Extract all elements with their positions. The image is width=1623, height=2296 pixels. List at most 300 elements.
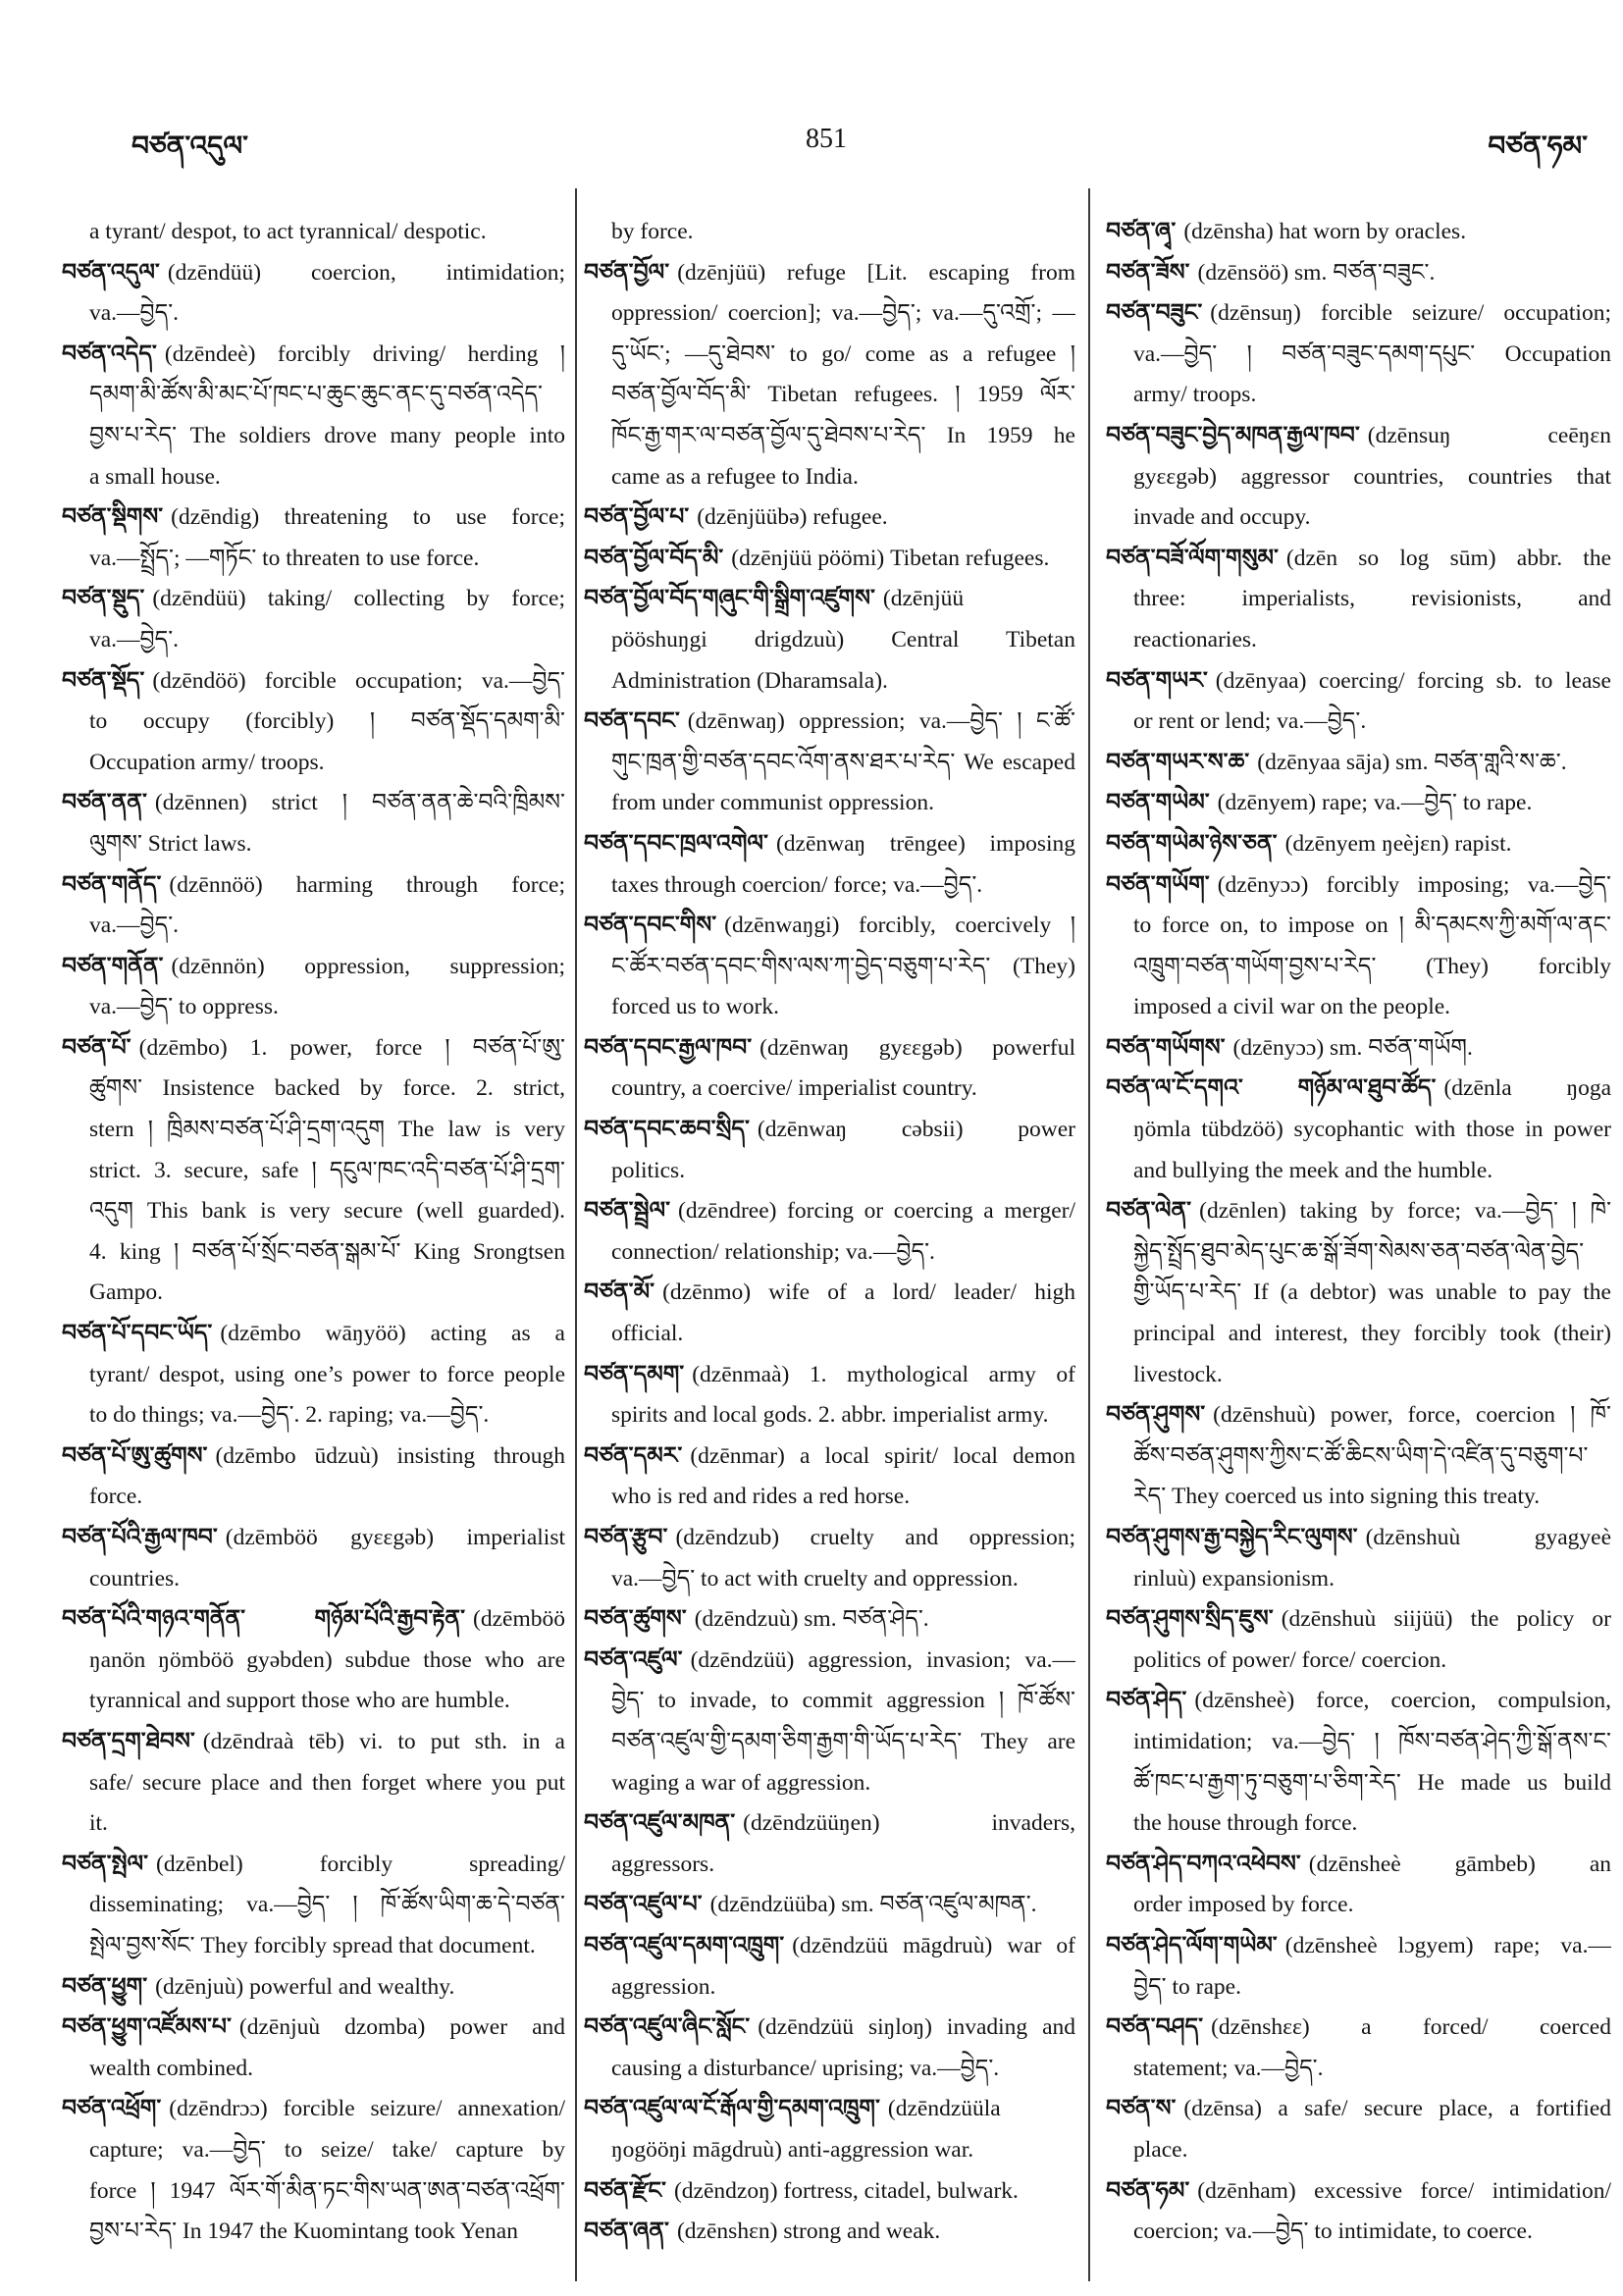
entry-text: principal and interest, they forcibly took (their) — [1133, 1321, 1611, 1347]
entry-text: (dzēnham) excessive force/ intimidation/ — [1197, 2177, 1611, 2204]
entry-line-content — [584, 1035, 1075, 1061]
entry-line — [611, 620, 1075, 661]
headword: བཙན་འཛུལ་ — [584, 1646, 683, 1673]
entry-line — [584, 253, 1075, 294]
entry-line — [611, 2130, 1075, 2171]
entry-line — [1106, 1069, 1611, 1110]
entry-line — [611, 947, 1075, 988]
entry-line — [1106, 1395, 1611, 1436]
headword: བཙན་འཕྲོག་ — [62, 2096, 162, 2122]
entry-line-content — [1133, 2137, 1187, 2163]
entry-line-content — [1106, 872, 1611, 898]
entry-line-content — [1133, 2056, 1324, 2081]
entry-line — [611, 335, 1075, 376]
dictionary-entry — [62, 335, 565, 497]
entry-line — [611, 416, 1075, 457]
headword: བཙན་དམར་ — [584, 1442, 683, 1469]
headword: བཙན་ས་ — [1106, 2096, 1177, 2122]
entry-line — [584, 539, 1075, 580]
entry-line — [1133, 1232, 1611, 1274]
entry-line — [89, 1191, 565, 1232]
entry-line-content — [89, 1362, 565, 1387]
entry-line — [62, 1518, 565, 1559]
entry-text: རེད་ They coerced us into signing this treaty. — [1133, 1484, 1541, 1510]
entry-line — [1106, 253, 1611, 294]
running-head-left: བཙན་འདུལ་ — [131, 131, 248, 162]
entry-line-content — [584, 260, 1075, 286]
headword: བཙན་གཡར་ས་ཆ་ — [1106, 749, 1250, 775]
entry-line — [1133, 457, 1611, 498]
entry-line — [89, 1069, 565, 1110]
entry-line — [89, 1885, 565, 1926]
dictionary-entry — [584, 1803, 1075, 1885]
headword: བཙན་སྤེལ་ — [62, 1851, 149, 1877]
entry-line-content — [1133, 1239, 1584, 1265]
headword: བཙན་དབང་ཆབ་སྲིད་ — [584, 1117, 750, 1143]
entry-line-content — [89, 382, 543, 407]
entry-line — [1106, 2089, 1611, 2130]
entry-text: (dzēndüü) taking/ collecting by force; — [152, 586, 565, 612]
entry-text: rinluù) expansionism. — [1133, 1565, 1335, 1592]
entry-text: (dzēnnöö) harming through force; — [169, 871, 565, 898]
headword: བཙན་དབང་ཁྲལ་འགེལ་ — [584, 830, 768, 857]
entry-text: (dzēnyem) rape; va.—བྱེད་ to rape. — [1217, 790, 1533, 816]
entry-text: (dzēn so log sūm) abbr. the — [1285, 545, 1611, 571]
entry-line-content — [1106, 423, 1611, 448]
dictionary-entry — [1106, 539, 1611, 661]
headword: བཙན་པོའི་གཉའ་གནོན་ གཉོམ་པོའི་རྒྱབ་རྟེན་ — [62, 1606, 466, 1633]
entry-line-content — [1106, 831, 1512, 857]
entry-line — [1133, 620, 1611, 661]
headword: བཙན་ཤེད་བཀའ་འཕེབས་ — [1106, 1851, 1301, 1877]
entry-line-content — [89, 1892, 565, 1917]
entry-text: waging a war of aggression. — [611, 1769, 871, 1796]
entry-line — [1106, 1681, 1611, 1722]
entry-text: (dzēnjuù dzomba) power and — [238, 2014, 565, 2041]
entry-line-content — [89, 1810, 108, 1836]
entry-line-content — [89, 1198, 565, 1224]
entry-text: tyrant/ despot, using one’s power to force people — [89, 1361, 565, 1387]
entry-line — [1133, 947, 1611, 988]
entry-line-content — [584, 1810, 1075, 1836]
headword: བཙན་སྦྲེལ་ — [584, 1198, 671, 1225]
entry-text: བྱེད་ to invade, to commit aggression ། ཁོ་ཚོས་ — [611, 1688, 1075, 1714]
headword: བཙན་ནན་ — [62, 790, 147, 816]
entry-text: བྱེད་ to rape. — [1133, 1973, 1241, 2000]
dictionary-entry — [1106, 1599, 1611, 1681]
entry-line-content — [89, 2178, 565, 2204]
entry-text: བྱས་པ་རེད་ The soldiers drove many people into — [89, 422, 565, 448]
entry-text: forced us to work. — [611, 994, 779, 1020]
dictionary-entry — [62, 497, 565, 579]
entry-line-content — [1133, 1892, 1353, 1917]
entry-line-content — [1106, 668, 1611, 694]
headword: བཙན་གཡར་ — [1106, 667, 1208, 694]
entry-text: from under communist oppression. — [611, 790, 934, 816]
headword: བཙན་གཡེམ་ཉེས་ཅན་ — [1106, 830, 1278, 857]
entry-line-content — [584, 913, 1075, 938]
entry-line — [89, 293, 565, 335]
entry-line-content — [1133, 1770, 1611, 1796]
entry-line — [1106, 783, 1611, 824]
entry-line — [89, 1395, 565, 1436]
entry-text: force. — [89, 1484, 143, 1510]
headword: བཙན་བྱོལ་བོད་མི་ — [584, 545, 724, 571]
entry-line-content — [584, 2218, 940, 2244]
entry-line — [62, 1028, 565, 1070]
entry-line-content — [584, 1443, 1075, 1469]
entry-line — [584, 906, 1075, 947]
dictionary-entry — [1106, 661, 1611, 743]
entry-line — [89, 375, 565, 416]
entry-text: spirits and local gods. 2. abbr. imperialist army. — [611, 1402, 1049, 1429]
entry-line — [1106, 2171, 1611, 2213]
entry-line-content — [1133, 464, 1611, 490]
headword: བཙན་པོ་ཨུ་ཚུགས་ — [62, 1442, 208, 1469]
entry-line — [89, 1110, 565, 1151]
entry-text: (dzēmbo ūdzuù) insisting through — [215, 1442, 565, 1469]
dictionary-entry — [584, 702, 1075, 824]
entry-line — [1133, 1355, 1611, 1396]
entry-text: causing a disturbance/ uprising; va.—བྱེད་. — [611, 2055, 1000, 2081]
entry-text: བྱས་པ་རེད་ In 1947 the Kuomintang took Yenan — [89, 2218, 518, 2245]
headword: བཙན་འཛུལ་ལ་ངོ་རྒོལ་གྱི་དམག་འཁྲུག་ — [584, 2096, 880, 2122]
entry-text: country, a coercive/ imperialist country. — [611, 1075, 977, 1102]
entry-line — [62, 1722, 565, 1763]
entry-text: (dzēndzuù) sm. བཙན་ཤེད་. — [694, 1606, 929, 1633]
entry-line-content — [1106, 300, 1611, 326]
entry-line — [1106, 293, 1611, 335]
entry-line — [89, 1803, 565, 1845]
entry-line — [584, 1355, 1075, 1396]
entry-text: (dzēmböö gyɛɛgəb) imperialist — [225, 1525, 565, 1550]
entry-text: (dzēnsuŋ) forcible seizure/ occupation; — [1210, 300, 1611, 327]
entry-line-content — [611, 1770, 870, 1796]
entry-line-content — [1133, 504, 1311, 530]
headword: བཙན་རྫོང་ — [584, 2177, 666, 2204]
entry-line — [1133, 1273, 1611, 1314]
entry-line — [1133, 1722, 1611, 1763]
entry-text: (dzēnwaŋ gyɛɛgəb) powerful — [759, 1034, 1075, 1061]
entry-line — [1106, 1028, 1611, 1070]
entry-line-content — [611, 1729, 1075, 1754]
entry-text: (dzēnwaŋ) oppression; va.—བྱེད་ ། ང་ཚོ་ — [687, 708, 1075, 735]
entry-line — [1133, 987, 1611, 1028]
entry-line-content — [89, 1770, 565, 1796]
entry-text: (dzēndrɔɔ) forcible seizure/ annexation/ — [169, 2096, 565, 2122]
entry-line — [584, 1028, 1075, 1070]
headword: བཙན་དབང་རྒྱལ་ཁབ་ — [584, 1034, 753, 1061]
entry-text: (dzēnmo) wife of a lord/ leader/ high — [662, 1279, 1075, 1306]
entry-line — [62, 579, 565, 620]
entry-text: (dzēnshuù siijüü) the policy or — [1281, 1606, 1611, 1633]
entry-line-content — [584, 504, 888, 530]
entry-text: (dzēnsheè lɔgyem) rape; va.— — [1284, 1932, 1611, 1958]
dictionary-entry — [62, 2008, 565, 2089]
dictionary-entry — [1106, 1028, 1611, 1070]
entry-line-content — [62, 586, 565, 611]
dictionary-entry — [1106, 416, 1611, 539]
entry-line-content — [1106, 1852, 1611, 1877]
entry-line — [1133, 2049, 1611, 2090]
entry-line-content — [1133, 1279, 1611, 1305]
entry-text: countries. — [89, 1565, 181, 1592]
dictionary-entry — [584, 579, 1075, 702]
entry-line — [1106, 1926, 1611, 1967]
entry-line — [1106, 416, 1611, 457]
entry-text: official. — [611, 1321, 684, 1347]
headword: བཙན་འཛུལ་དམག་འཁྲུག་ — [584, 1932, 785, 1958]
dictionary-entry — [62, 1436, 565, 1518]
entry-text: ŋanön ŋömböö gyəbden) subdue those who are — [89, 1646, 565, 1673]
entry-line-content — [89, 546, 479, 571]
entry-line-content — [89, 423, 565, 448]
headword: བཙན་པོ་ — [62, 1034, 131, 1061]
entry-text: to do things; va.—བྱེད་. 2. raping; va.—བྱེད་. — [89, 1402, 490, 1429]
entry-line-content — [89, 1688, 510, 1713]
entry-line — [611, 783, 1075, 824]
entry-line — [1133, 1559, 1611, 1600]
entry-line-content — [611, 668, 888, 694]
entry-text: (dzēnyɔɔ) sm. བཙན་གཡོག. — [1232, 1034, 1473, 1061]
entry-line-content — [62, 790, 565, 815]
entry-line — [1133, 1436, 1611, 1478]
entry-line — [1133, 1967, 1611, 2009]
entry-line-content — [1133, 586, 1611, 611]
entry-line — [1133, 579, 1611, 620]
dictionary-entry — [584, 1273, 1075, 1354]
entry-line — [1133, 2130, 1611, 2171]
entry-line-content — [89, 219, 487, 244]
entry-line-content — [611, 1239, 935, 1265]
entry-text: (dzēnnön) oppression, suppression; — [171, 953, 565, 979]
headword: བཙན་པོའི་རྒྱལ་ཁབ་ — [62, 1525, 218, 1550]
entry-line — [611, 212, 1075, 253]
entry-line-content — [89, 464, 221, 490]
entry-line-content — [1133, 1647, 1446, 1673]
entry-line — [584, 579, 1075, 620]
entry-line-content — [89, 1279, 163, 1305]
entry-line-content — [89, 1484, 142, 1509]
dictionary-entry — [1106, 1069, 1611, 1191]
entry-text: army/ troops. — [1133, 382, 1257, 408]
entry-line-content — [611, 1974, 715, 2000]
entry-line-content — [611, 382, 1075, 407]
dictionary-entry — [584, 539, 1075, 580]
entry-line-content — [584, 708, 1075, 734]
entry-line-content — [1106, 750, 1567, 775]
entry-text: (dzēnsuŋ ceēŋɛn — [1367, 422, 1611, 448]
entry-text: (dzēndig) threatening to use force; — [171, 504, 565, 531]
dictionary-entry — [62, 865, 565, 947]
entry-line-content — [1133, 1484, 1540, 1509]
entry-text: (dzēnsha) hat worn by oracles. — [1183, 219, 1467, 244]
entry-line — [62, 1845, 565, 1886]
entry-line-content — [62, 504, 565, 530]
entry-text: (dzēnjuù) powerful and wealthy. — [155, 1973, 455, 2000]
entry-line-content — [1106, 1075, 1611, 1101]
entry-line-content — [611, 2137, 973, 2163]
entry-line-content — [1106, 1525, 1611, 1550]
entry-line-content — [62, 668, 565, 694]
entry-text: a small house. — [89, 463, 221, 490]
entry-text: (dzēndzüüŋen) invaders, — [743, 1810, 1075, 1837]
entry-line — [611, 293, 1075, 335]
dictionary-entry — [584, 497, 1075, 539]
dictionary-entry — [1106, 1518, 1611, 1599]
headword: བཙན་དབང་ — [584, 708, 680, 735]
entry-line-content — [584, 2096, 1001, 2121]
entry-line — [1106, 2008, 1611, 2049]
entry-text: དུ་ཡོང་; —དུ་ཐེབས་ to go/ come as a refugee ། — [611, 340, 1075, 367]
entry-text: (dzēmbo) 1. power, force ། བཙན་པོ་ཨུ་ — [138, 1034, 565, 1061]
entry-text: (dzēnbel) forcibly spreading/ — [156, 1851, 565, 1877]
dictionary-entry — [584, 2171, 1075, 2213]
headword: བཙན་ཧམ་ — [1106, 2177, 1190, 2204]
entry-line — [1106, 539, 1611, 580]
entry-line — [1133, 497, 1611, 539]
dictionary-entry — [584, 1926, 1075, 2008]
entry-text: ŋömla tübdzöö) sycophantic with those in power — [1133, 1117, 1611, 1143]
entry-text: (dzēnyaa sāja) sm. བཙན་གླའི་ས་ཆ་. — [1257, 749, 1567, 775]
entry-line — [611, 987, 1075, 1028]
entry-line-content — [584, 1525, 1075, 1550]
entry-line-content — [584, 1606, 929, 1632]
dictionary-entry — [1106, 212, 1611, 253]
entry-line — [62, 783, 565, 824]
entry-line-content — [1106, 219, 1466, 244]
entry-text: (dzēndeè) forcibly driving/ herding ། — [164, 340, 565, 367]
entry-line-content — [89, 627, 179, 652]
entry-text: ལུགས་ Strict laws. — [89, 830, 252, 857]
entry-line-content — [1106, 790, 1532, 815]
entry-line — [1133, 335, 1611, 376]
entry-line-content — [584, 2178, 1019, 2204]
headword: བཙན་འདེད་ — [62, 340, 157, 367]
entry-text: (dzēnshɛɛ) a forced/ coerced — [1211, 2014, 1611, 2041]
entry-line-content — [1106, 1606, 1611, 1632]
entry-line-content — [584, 1647, 1075, 1673]
entry-line-content — [62, 1606, 565, 1632]
entry-line — [611, 1395, 1075, 1436]
entry-text: and bullying the meek and the humble. — [1133, 1157, 1493, 1183]
entry-line — [584, 2089, 1075, 2130]
dictionary-entry — [62, 1028, 565, 1314]
entry-text: tyrannical and support those who are humble. — [89, 1688, 510, 1714]
headword: བཙན་མོ་ — [584, 1279, 655, 1306]
entry-text: (dzēndüü) coercion, intimidation; — [167, 259, 565, 286]
entry-text: ང་ཚོར་བཙན་དབང་གིས་ལས་ཀ་བྱེད་བཅུག་པ་རེད་ (They) — [611, 953, 1075, 979]
entry-line-content — [611, 1075, 977, 1101]
dictionary-entry — [62, 2089, 565, 2252]
entry-text: politics of power/ force/ coercion. — [1133, 1646, 1447, 1673]
entry-text: who is red and rides a red horse. — [611, 1484, 911, 1510]
entry-line — [62, 947, 565, 988]
entry-line-content — [89, 994, 279, 1019]
dictionary-entry — [584, 1641, 1075, 1803]
entry-line-content — [611, 300, 1075, 326]
headword: བཙན་སྡུད་ — [62, 586, 145, 612]
entry-line-content — [62, 1443, 565, 1469]
dictionary-entry — [62, 1722, 565, 1845]
headword: བཙན་བཟུང་བྱེད་མཁན་རྒྱལ་ཁབ་ — [1106, 422, 1360, 448]
entry-line-content — [62, 1035, 565, 1061]
entry-text: (dzēndzüü) aggression, invasion; va.— — [690, 1646, 1075, 1673]
entry-text: གྱི་ཡོད་པ་རེད་ If (a debtor) was unable to pay the — [1133, 1279, 1611, 1306]
entry-text: (dzēnsa) a safe/ secure place, a fortified — [1183, 2096, 1611, 2122]
entry-line — [89, 743, 565, 784]
entry-text: livestock. — [1133, 1361, 1223, 1387]
entry-text: va.—བྱེད་ to act with cruelty and oppression. — [611, 1565, 1019, 1592]
entry-text: སྐྱེད་སྤྲོད་ཐུབ་མེད་པུང་ཆ་སྒོ་ཟོག་སེམས་ཅན་བཙན་ལེན་བྱེད་ — [1133, 1238, 1585, 1265]
headword: བཙན་གཡོགས་ — [1106, 1034, 1226, 1061]
entry-line — [89, 2171, 565, 2213]
entry-text: three: imperialists, revisionists, and — [1133, 586, 1611, 612]
headword: བཙན་ཞྭ་ — [1106, 219, 1177, 244]
entry-text: (dzēnnen) strict ། བཙན་ནན་ཆེ་བའི་ཁྲིམས་ — [154, 790, 565, 816]
entry-line-content — [611, 219, 694, 244]
entry-line-content — [611, 1566, 1019, 1592]
entry-text: va.—བྱེད་ to oppress. — [89, 994, 279, 1020]
entry-text: safe/ secure place and then forget where you put — [89, 1769, 565, 1796]
entry-line-content — [1133, 1810, 1357, 1836]
entry-line — [1133, 1314, 1611, 1355]
entry-line — [611, 2049, 1075, 2090]
entry-text: (dzēndzoŋ) fortress, citadel, bulwark. — [673, 2177, 1019, 2204]
entry-line — [89, 824, 565, 865]
entry-line — [89, 1477, 565, 1518]
entry-text: (dzēnsöö) sm. བཙན་བཟུང་. — [1197, 259, 1436, 286]
entry-line-content — [89, 1158, 565, 1183]
entry-text: (dzēnjüübə) refugee. — [697, 504, 888, 531]
entry-line — [584, 497, 1075, 539]
dictionary-entry — [1106, 1681, 1611, 1844]
dictionary-entry — [584, 1110, 1075, 1191]
entry-line-content — [611, 464, 859, 490]
entry-line-content — [584, 1117, 1075, 1142]
entry-line — [89, 620, 565, 661]
entry-line — [611, 661, 1075, 703]
dictionary-entry — [1106, 253, 1611, 294]
dictionary-entry — [1106, 1926, 1611, 2008]
entry-line-content — [89, 300, 179, 326]
entry-line — [62, 1436, 565, 1478]
entry-text: Gampo. — [89, 1279, 164, 1306]
entry-text: came as a refugee to India. — [611, 463, 859, 490]
dictionary-entry — [584, 1599, 1075, 1641]
entry-text: (dzēndzüü siŋloŋ) invading and — [758, 2014, 1075, 2041]
entry-line — [89, 539, 565, 580]
entry-line — [1133, 702, 1611, 743]
entry-text: (dzēnjüü — [882, 586, 965, 612]
entry-line-content — [1133, 341, 1611, 367]
dictionary-entry — [584, 1191, 1075, 1273]
entry-text: (dzēnshuù) power, force, coercion ། ཁོ་ — [1213, 1402, 1611, 1429]
entry-text: འདུག This bank is very secure (well guarded). — [89, 1198, 565, 1225]
entry-line-content — [1133, 1117, 1611, 1142]
headword: བཙན་འཛུལ་ཞིང་སློང་ — [584, 2014, 751, 2041]
entry-line-content — [1133, 954, 1611, 979]
entry-text: (dzēndöö) forcible occupation; va.—བྱེད་ — [152, 667, 565, 694]
entry-text: reactionaries. — [1133, 626, 1257, 652]
entry-line-content — [584, 2014, 1075, 2040]
dictionary-entry — [584, 212, 1075, 253]
headword: བཙན་ཤུགས་ — [1106, 1402, 1206, 1429]
entry-line — [611, 1845, 1075, 1886]
entry-line — [584, 1191, 1075, 1232]
entry-line-content — [1106, 1402, 1611, 1428]
entry-line — [62, 497, 565, 539]
